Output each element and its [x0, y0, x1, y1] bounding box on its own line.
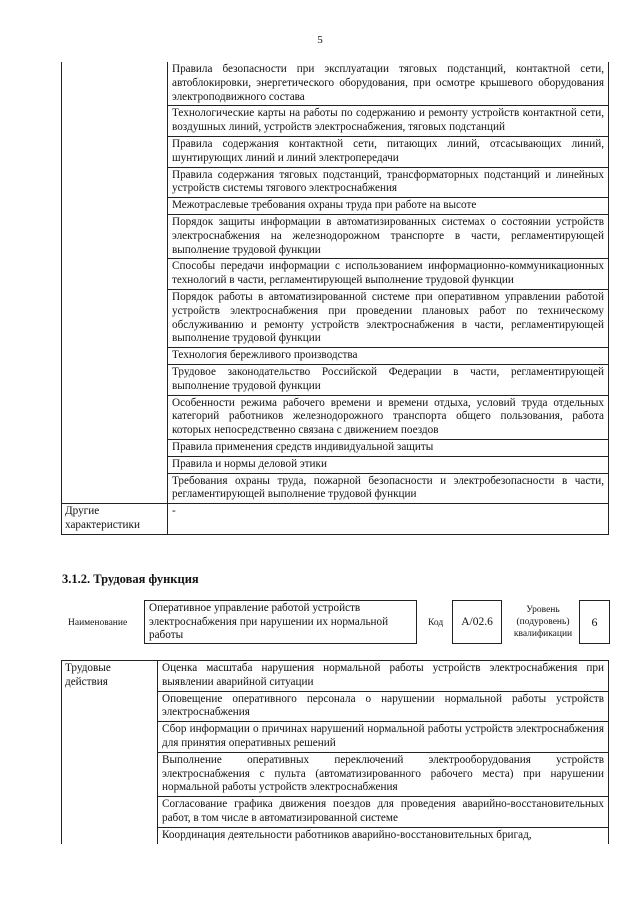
- labor-actions-table: [61, 660, 609, 844]
- name-label: Наименование: [68, 618, 128, 628]
- labor-actions-label: Трудовые действия: [62, 661, 158, 844]
- labor-action-item: Согласование графика движения поездов для проведения аварийно-восстановительных работ, в том числе в автоматизированной системе: [158, 797, 609, 828]
- requirement-item: Трудовое законодательство Российской Федерации в части, регламентирующей выполнение трудовой функции: [168, 364, 609, 395]
- requirement-item: Межотраслевые требования охраны труда при работе на высоте: [168, 198, 609, 215]
- code-label: Код: [428, 618, 444, 628]
- other-characteristics-value: -: [168, 504, 609, 535]
- labor-action-item: Выполнение оперативных переключений электрооборудования устройств электроснабжения с пульта (автоматизированного рабочего места) при нарушении нормальной работы устройств электроснабжения: [158, 752, 609, 796]
- requirement-item: Технологические карты на работы по содержанию и ремонту устройств контактной сети, воздушных линий, устройств электроснабжения, тяговых подстанций: [168, 106, 609, 137]
- requirement-item: Правила применения средств индивидуальной защиты: [168, 439, 609, 456]
- table-row: [62, 62, 609, 106]
- requirement-item: Правила содержания контактной сети, питающих линий, отсасывающих линий, шунтирующих линий и линий электропередачи: [168, 136, 609, 167]
- table-row: [62, 661, 609, 692]
- table-row: [62, 504, 609, 535]
- labor-action-item: Оповещение оперативного персонала о нарушении нормальной работы устройств электроснабжения: [158, 691, 609, 722]
- function-code-box: A/02.6: [452, 600, 502, 644]
- section-heading: 3.1.2. Трудовая функция: [62, 572, 199, 586]
- qualification-level-box: 6: [579, 600, 610, 644]
- other-characteristics-label: Другие характеристики: [62, 504, 168, 535]
- labor-action-item: Координация деятельности работников аварийно-восстановительных бригад,: [158, 827, 609, 843]
- function-header: [62, 600, 610, 648]
- row-label-empty: [62, 62, 168, 504]
- requirement-item: Технология бережливого производства: [168, 348, 609, 365]
- labor-action-item: Сбор информации о причинах нарушений нормальной работы устройств электроснабжения для принятия оперативных решений: [158, 722, 609, 753]
- labor-action-item: Оценка масштаба нарушения нормальной работы устройств электроснабжения при выявлении аварийной ситуации: [158, 661, 609, 692]
- requirement-item: Особенности режима рабочего времени и времени отдыха, условий труда отдельных категорий работников железнодорожного транспорта общего пользования, работа которых непосредственно связана с движением поездов: [168, 395, 609, 439]
- requirement-item: Порядок защиты информации в автоматизированных системах о состоянии устройств электроснабжения на железнодорожном транспорте в части, регламентирующей выполнение трудовой функции: [168, 214, 609, 258]
- requirement-item: Правила безопасности при эксплуатации тяговых подстанций, контактной сети, автоблокировки, энергетического оборудования, при осмотре крышевого оборудования электроподвижного состава: [168, 62, 609, 106]
- page-number: 5: [317, 34, 323, 46]
- function-name-box: Оперативное управление работой устройств электроснабжения при нарушении их нормальной работы: [144, 600, 417, 644]
- requirement-item: Требования охраны труда, пожарной безопасности и электробезопасности в части, регламентирующей выполнение трудовой функции: [168, 473, 609, 504]
- requirement-item: Порядок работы в автоматизированной системе при оперативном управлении работой устройств электроснабжения при проведении плановых работ по техническому обслуживанию и ремонту устройств электроснабжения в части, регламентирующей выполнение трудовой функции: [168, 289, 609, 347]
- requirement-item: Способы передачи информации с использованием информационно-коммуникационных технологий в части, регламентирующей выполнение трудовой функции: [168, 259, 609, 290]
- level-label: Уровень (подуровень) квалификации: [513, 605, 573, 639]
- requirement-item: Правила и нормы деловой этики: [168, 456, 609, 473]
- requirements-table: [61, 62, 609, 535]
- requirement-item: Правила содержания тяговых подстанций, трансформаторных подстанций и линейных устройств системы тягового электроснабжения: [168, 167, 609, 198]
